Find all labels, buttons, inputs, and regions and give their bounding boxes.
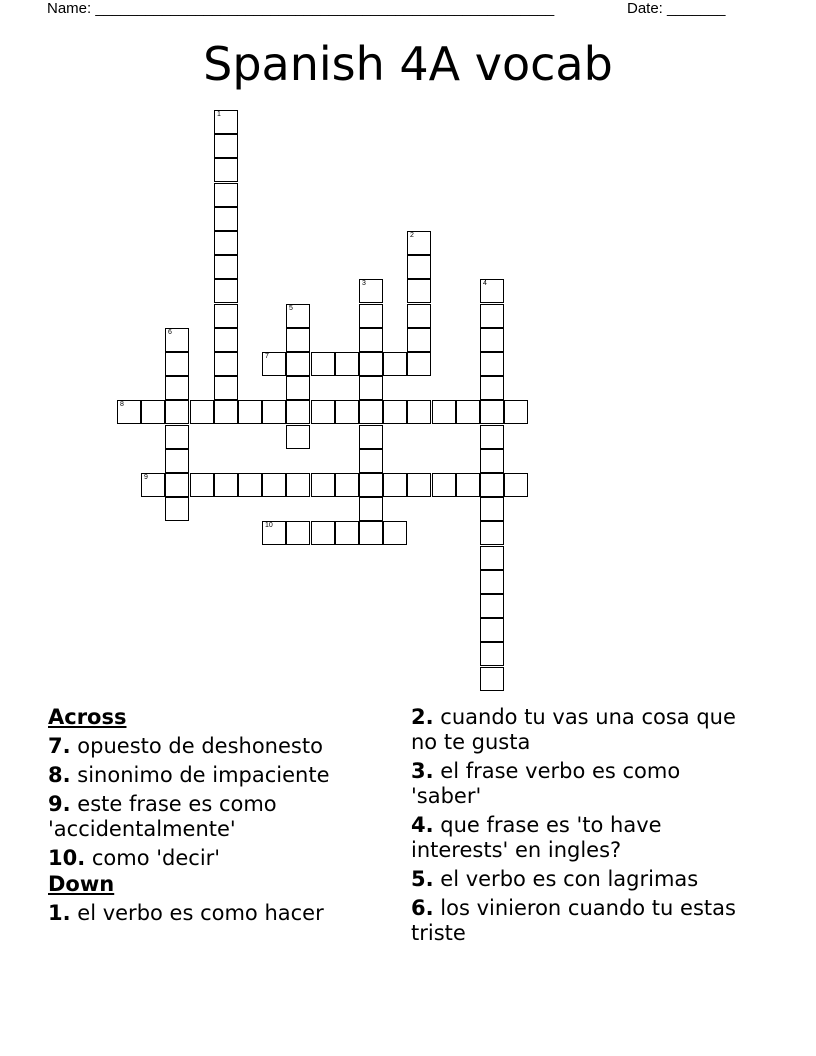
crossword-cell[interactable] (359, 328, 383, 352)
crossword-cell[interactable] (286, 425, 310, 449)
crossword-cell[interactable] (214, 352, 238, 376)
crossword-cell[interactable] (359, 279, 383, 303)
crossword-cell[interactable] (359, 400, 383, 424)
clue-start-number: 4 (483, 280, 487, 287)
clue-start-number: 8 (120, 401, 124, 408)
crossword-cell[interactable] (480, 449, 504, 473)
crossword-cell[interactable] (262, 400, 286, 424)
clue-number: 6. (411, 896, 434, 920)
crossword-cell[interactable] (383, 521, 407, 545)
clue-text: los vinieron cuando tu estas triste (411, 896, 736, 945)
clue-start-number: 1 (217, 111, 221, 118)
crossword-cell[interactable] (165, 425, 189, 449)
crossword-cell[interactable] (262, 521, 286, 545)
crossword-cell[interactable] (407, 304, 431, 328)
crossword-cell[interactable] (311, 400, 335, 424)
clue-across-10 (48, 846, 393, 871)
crossword-cell[interactable] (335, 473, 359, 497)
crossword-cell[interactable] (335, 352, 359, 376)
crossword-cell[interactable] (480, 400, 504, 424)
clue-text: que frase es 'to have interests' en ingles? (411, 813, 662, 862)
clue-number: 7. (48, 734, 71, 758)
crossword-cell[interactable] (480, 497, 504, 521)
crossword-cell[interactable] (262, 352, 286, 376)
clue-text: el verbo es con lagrimas (440, 867, 699, 891)
crossword-cell[interactable] (480, 473, 504, 497)
crossword-cell[interactable] (214, 158, 238, 182)
crossword-cell[interactable] (359, 449, 383, 473)
crossword-cell[interactable] (214, 279, 238, 303)
crossword-cell[interactable] (407, 473, 431, 497)
crossword-cell[interactable] (311, 473, 335, 497)
crossword-cell[interactable] (359, 497, 383, 521)
crossword-cell[interactable] (504, 400, 528, 424)
clue-number: 4. (411, 813, 434, 837)
crossword-cell[interactable] (238, 473, 262, 497)
crossword-cell[interactable] (286, 328, 310, 352)
crossword-cell[interactable] (480, 376, 504, 400)
crossword-cell[interactable] (480, 328, 504, 352)
crossword-cell[interactable] (407, 400, 431, 424)
crossword-cell[interactable] (359, 425, 383, 449)
clue-across-7 (48, 734, 393, 759)
crossword-cell[interactable] (407, 352, 431, 376)
clue-down-3 (411, 759, 756, 809)
crossword-cell[interactable] (214, 183, 238, 207)
crossword-cell[interactable] (359, 352, 383, 376)
crossword-cell[interactable] (214, 473, 238, 497)
crossword-cell[interactable] (383, 400, 407, 424)
crossword-cell[interactable] (286, 376, 310, 400)
clues-column-right (411, 704, 756, 946)
clue-down-6 (411, 896, 756, 946)
date-field-label: Date: _______ (627, 0, 726, 17)
crossword-cell[interactable] (456, 400, 480, 424)
crossword-cell[interactable] (432, 473, 456, 497)
crossword-cell[interactable] (480, 594, 504, 618)
crossword-cell[interactable] (480, 279, 504, 303)
clue-start-number: 10 (265, 522, 273, 529)
crossword-cell[interactable] (407, 231, 431, 255)
across-heading: Across (48, 705, 127, 729)
crossword-cell[interactable] (165, 328, 189, 352)
clue-text: opuesto de deshonesto (77, 734, 323, 758)
clue-start-number: 3 (362, 280, 366, 287)
crossword-cell[interactable] (359, 473, 383, 497)
crossword-cell[interactable] (407, 328, 431, 352)
crossword-cell[interactable] (480, 304, 504, 328)
crossword-cell[interactable] (407, 255, 431, 279)
crossword-cell[interactable] (480, 546, 504, 570)
crossword-cell[interactable] (432, 400, 456, 424)
crossword-cell[interactable] (214, 400, 238, 424)
crossword-cell[interactable] (214, 328, 238, 352)
clue-number: 10. (48, 846, 86, 870)
crossword-cell[interactable] (286, 473, 310, 497)
crossword-cell[interactable] (456, 473, 480, 497)
crossword-cell[interactable] (165, 376, 189, 400)
clue-text: este frase es como 'accidentalmente' (48, 792, 277, 841)
crossword-cell[interactable] (165, 449, 189, 473)
crossword-cell[interactable] (165, 473, 189, 497)
name-field-label: Name: _______________________________________________________ (47, 0, 555, 17)
crossword-cell[interactable] (141, 400, 165, 424)
crossword-cell[interactable] (214, 255, 238, 279)
clue-down-4 (411, 813, 756, 863)
clues-column-left (48, 704, 393, 926)
crossword-cell[interactable] (165, 352, 189, 376)
clue-start-number: 6 (168, 329, 172, 336)
crossword-cell[interactable] (117, 400, 141, 424)
crossword-cell[interactable] (383, 473, 407, 497)
clue-number: 1. (48, 901, 71, 925)
crossword-cell[interactable] (335, 400, 359, 424)
clue-number: 5. (411, 867, 434, 891)
clue-text: el frase verbo es como 'saber' (411, 759, 681, 808)
crossword-cell[interactable] (335, 521, 359, 545)
clue-across-9 (48, 792, 393, 842)
crossword-cell[interactable] (480, 618, 504, 642)
crossword-cell[interactable] (165, 497, 189, 521)
crossword-cell[interactable] (407, 279, 431, 303)
clue-start-number: 9 (144, 474, 148, 481)
clue-number: 9. (48, 792, 71, 816)
crossword-cell[interactable] (214, 110, 238, 134)
crossword-cell[interactable] (286, 352, 310, 376)
clue-down-2 (411, 705, 756, 755)
clue-across-8 (48, 763, 393, 788)
crossword-cell[interactable] (214, 207, 238, 231)
crossword-cell[interactable] (311, 352, 335, 376)
crossword-cell[interactable] (480, 570, 504, 594)
clue-text: el verbo es como hacer (77, 901, 324, 925)
crossword-cell[interactable] (480, 667, 504, 691)
crossword-cell[interactable] (214, 304, 238, 328)
clue-start-number: 5 (289, 305, 293, 312)
crossword-cell[interactable] (480, 521, 504, 545)
crossword-cell[interactable] (214, 134, 238, 158)
clue-start-number: 7 (265, 353, 269, 360)
clue-down-1 (48, 901, 393, 926)
crossword-cell[interactable] (214, 376, 238, 400)
clue-number: 2. (411, 705, 434, 729)
crossword-cell[interactable] (190, 473, 214, 497)
crossword-cell[interactable] (480, 642, 504, 666)
clue-text: sinonimo de impaciente (77, 763, 330, 787)
crossword-cell[interactable] (480, 352, 504, 376)
crossword-cell[interactable] (141, 473, 165, 497)
crossword-cell[interactable] (262, 473, 286, 497)
crossword-cell[interactable] (286, 304, 310, 328)
crossword-cell[interactable] (190, 400, 214, 424)
crossword-cell[interactable] (238, 400, 262, 424)
crossword-cell[interactable] (165, 400, 189, 424)
clue-number: 3. (411, 759, 434, 783)
crossword-cell[interactable] (214, 231, 238, 255)
crossword-cell[interactable] (286, 400, 310, 424)
crossword-cell[interactable] (286, 521, 310, 545)
page-title: Spanish 4A vocab (203, 37, 613, 91)
crossword-cell[interactable] (359, 304, 383, 328)
clue-text: como 'decir' (91, 846, 221, 870)
crossword-cell[interactable] (383, 352, 407, 376)
crossword-cell[interactable] (504, 473, 528, 497)
clue-text: cuando tu vas una cosa que no te gusta (411, 705, 736, 754)
crossword-cell[interactable] (359, 521, 383, 545)
crossword-cell[interactable] (359, 376, 383, 400)
clue-start-number: 2 (410, 232, 414, 239)
crossword-cell[interactable] (480, 425, 504, 449)
crossword-cell[interactable] (311, 521, 335, 545)
down-heading: Down (48, 872, 115, 896)
clue-number: 8. (48, 763, 71, 787)
clue-down-5 (411, 867, 756, 892)
